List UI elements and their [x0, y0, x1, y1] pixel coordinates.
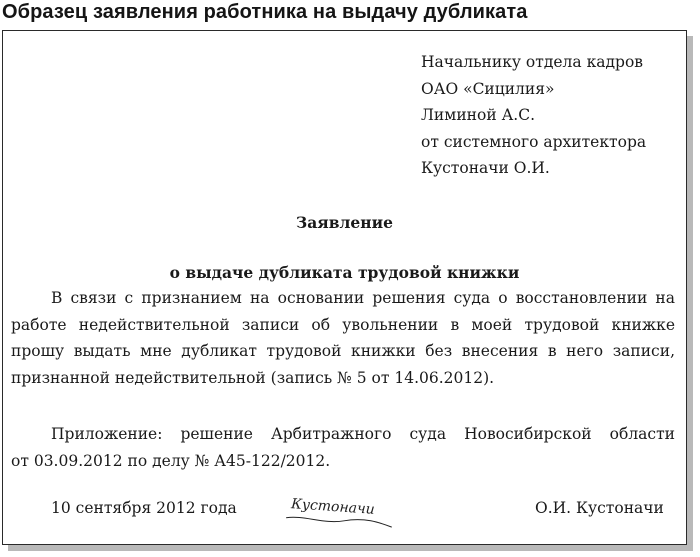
- addressee-line: ОАО «Сицилия»: [421, 79, 555, 98]
- document-subheading: о выдаче дубликата трудовой книжки: [169, 263, 520, 282]
- footer-date: 10 сентября 2012 года: [51, 499, 237, 517]
- body-line: прошу выдать мне дубликат трудовой книжки без внесения в него записи,: [11, 342, 675, 360]
- addressee-line: Кустоначи О.И.: [421, 159, 550, 177]
- body-line: Приложение: решение Арбитражного суда Новосибирской области: [51, 425, 675, 443]
- body-line: В связи с признанием на основании решения суда о восстановлении на: [51, 289, 675, 307]
- document-heading: Заявление: [296, 213, 393, 232]
- body-paragraph-2: [11, 421, 675, 474]
- addressee-line: Лиминой А.С.: [421, 106, 536, 124]
- application-document: [2, 30, 687, 545]
- footer-signer-name: О.И. Кустоначи: [535, 499, 664, 517]
- signature-text: Кустоначи: [290, 496, 376, 518]
- signature-underline: [284, 512, 395, 532]
- page-title: Образец заявления работника на выдачу дубликата: [2, 1, 528, 23]
- body-line: от 03.09.2012 по делу № А45-122/2012.: [11, 451, 331, 470]
- body-line: признанной недействительной (запись № 5 от 14.06.2012).: [11, 368, 495, 387]
- addressee-line: Начальнику отдела кадров: [421, 53, 644, 71]
- addressee-line: от системного архитектора: [421, 132, 647, 151]
- addressee-block: [421, 49, 646, 182]
- handwritten-signature: [291, 496, 376, 518]
- body-paragraph-1: [11, 285, 675, 391]
- body-line: работе недействительной записи об увольнении в моей трудовой книжке: [11, 315, 675, 334]
